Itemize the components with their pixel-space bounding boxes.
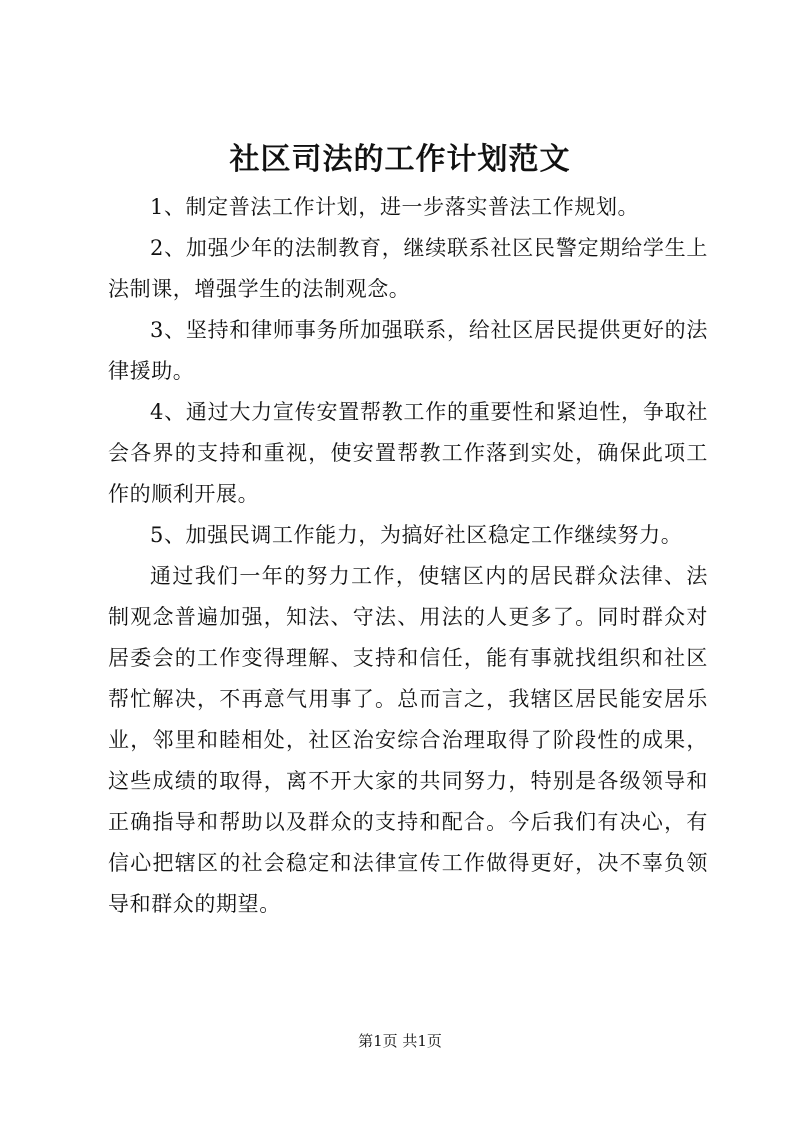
paragraph-item-4: 4、通过大力宣传安置帮教工作的重要性和紧迫性，争取社会各界的支持和重视，使安置帮教工作落到实处，确保此项工作的顺利开展。 [108, 400, 708, 506]
page-footer: 第1页 共1页 [358, 1032, 442, 1050]
document-title: 社区司法的工作计划范文 [229, 142, 571, 177]
document-body [108, 187, 708, 925]
paragraph-item-2: 2、加强少年的法制教育，继续联系社区民警定期给学生上法制课，增强学生的法制观念。 [108, 236, 708, 301]
paragraph-item-1: 1、制定普法工作计划，进一步落实普法工作规划。 [150, 195, 640, 219]
summary-paragraph: 通过我们一年的努力工作，使辖区内的居民群众法律、法制观念普遍加强，知法、守法、用法的人更多了。同时群众对居委会的工作变得理解、支持和信任，能有事就找组织和社区帮忙解决，不再意气用事了。总而言之，我辖区居民能安居乐业，邻里和睦相处，社区治安综合治理取得了阶段性的成果，这些成绩的取得，离不开大家的共同努力，特别是各级领导和正确指导和帮助以及群众的支持和配合。今后我们有决心，有信心把辖区的社会稳定和法律宣传工作做得更好，决不辜负领导和群众的期望。 [108, 564, 708, 916]
paragraph-item-5: 5、加强民调工作能力，为搞好社区稳定工作继续努力。 [150, 523, 683, 547]
paragraph-item-3: 3、坚持和律师事务所加强联系，给社区居民提供更好的法律援助。 [108, 318, 708, 383]
